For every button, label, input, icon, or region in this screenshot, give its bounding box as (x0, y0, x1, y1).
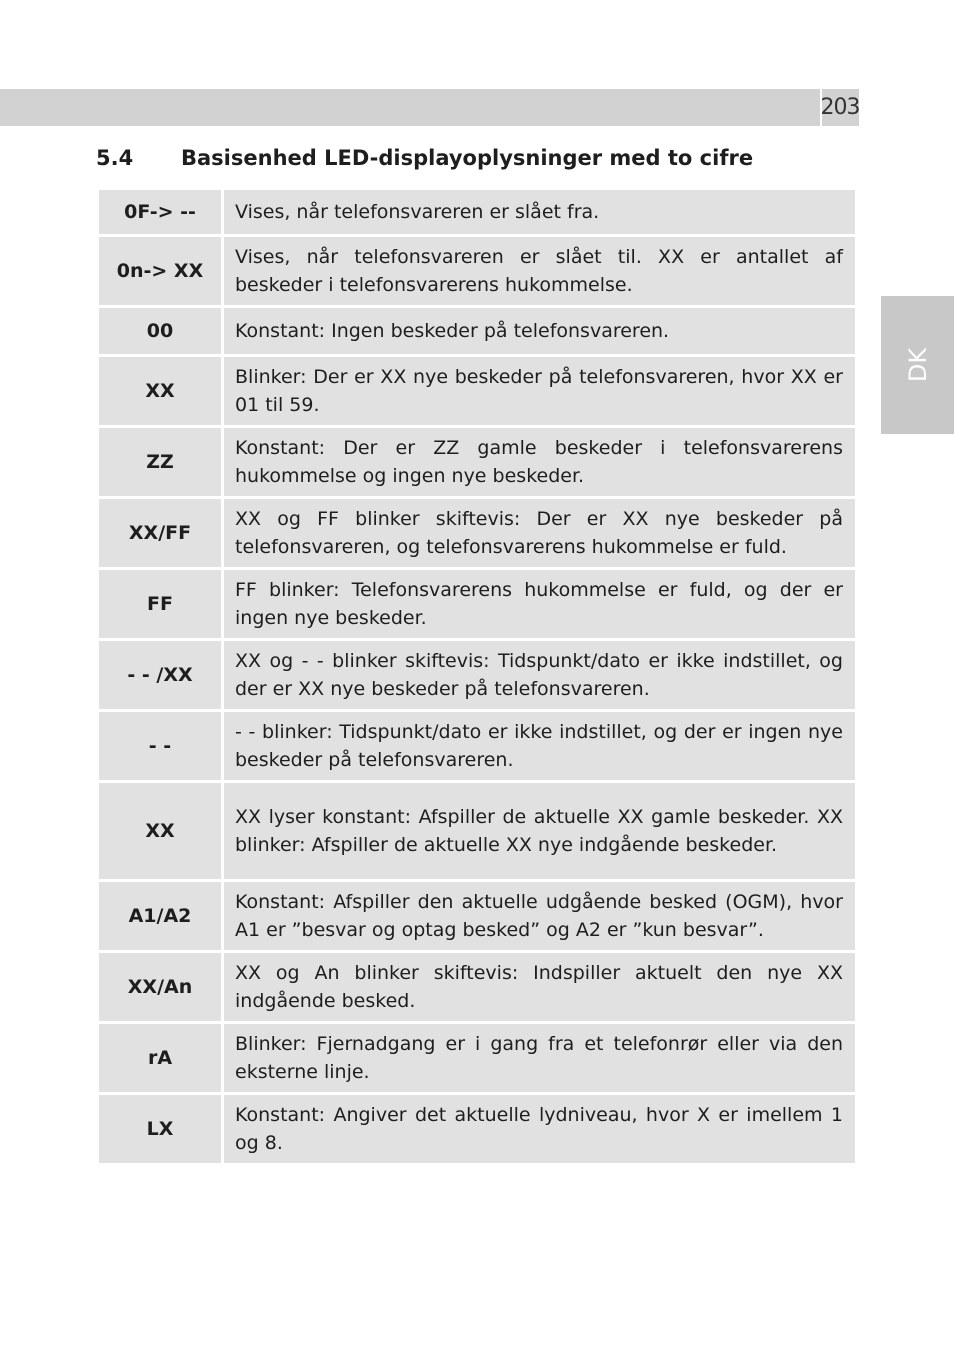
display-description: - - blinker: Tidspunkt/dato er ikke indstillet, og der er ingen nye beskeder på telefonsvareren. (224, 712, 855, 780)
display-description: Konstant: Der er ZZ gamle beskeder i telefonsvarerens hukommelse og ingen nye beskeder. (224, 428, 855, 496)
table-row (99, 570, 855, 638)
display-description: Konstant: Angiver det aktuelle lydniveau, hvor X er imellem 1 og 8. (224, 1095, 855, 1163)
display-code: - - (99, 712, 221, 780)
section-number: 5.4 (96, 146, 134, 170)
display-code: XX/An (99, 953, 221, 1021)
display-code: rA (99, 1024, 221, 1092)
section-heading (96, 146, 753, 170)
table-row (99, 237, 855, 305)
display-code: FF (99, 570, 221, 638)
display-code: XX (99, 357, 221, 425)
display-code: ZZ (99, 428, 221, 496)
language-tab (881, 296, 954, 434)
table-row (99, 308, 855, 354)
table-row (99, 357, 855, 425)
led-display-table (96, 187, 858, 1166)
table-row (99, 499, 855, 567)
display-code: XX/FF (99, 499, 221, 567)
table-row (99, 712, 855, 780)
table-row (99, 953, 855, 1021)
display-description: XX og FF blinker skiftevis: Der er XX nye beskeder på telefonsvareren, og telefonsvarerens hukommelse er fuld. (224, 499, 855, 567)
table-row (99, 1095, 855, 1163)
display-description: XX lyser konstant: Afspiller de aktuelle XX gamle beskeder. XX blinker: Afspiller de aktuelle XX nye indgående beskeder. (224, 783, 855, 879)
display-description: Vises, når telefonsvareren er slået fra. (224, 190, 855, 234)
display-code: A1/A2 (99, 882, 221, 950)
language-tab-label: DK (903, 347, 932, 383)
display-description: Vises, når telefonsvareren er slået til. XX er antallet af beskeder i telefonsvarerens hukommelse. (224, 237, 855, 305)
table-row (99, 428, 855, 496)
table-row (99, 1024, 855, 1092)
display-description: FF blinker: Telefonsvarerens hukommelse er fuld, og der er ingen nye beskeder. (224, 570, 855, 638)
display-code: 0F-> -- (99, 190, 221, 234)
display-code: XX (99, 783, 221, 879)
display-description: XX og - - blinker skiftevis: Tidspunkt/dato er ikke indstillet, og der er XX nye beskeder på telefonsvareren. (224, 641, 855, 709)
header-bar (0, 89, 820, 126)
display-description: Konstant: Afspiller den aktuelle udgående besked (OGM), hvor A1 er ”besvar og optag besked” og A2 er ”kun besvar”. (224, 882, 855, 950)
display-description: XX og An blinker skiftevis: Indspiller aktuelt den nye XX indgående besked. (224, 953, 855, 1021)
display-code: LX (99, 1095, 221, 1163)
section-title: Basisenhed LED-displayoplysninger med to cifre (181, 146, 754, 170)
table-row (99, 641, 855, 709)
table-row (99, 882, 855, 950)
display-code: 0n-> XX (99, 237, 221, 305)
table-body (99, 190, 855, 1163)
display-description: Blinker: Der er XX nye beskeder på telefonsvareren, hvor XX er 01 til 59. (224, 357, 855, 425)
display-code: - - /XX (99, 641, 221, 709)
table-row (99, 783, 855, 879)
page-number: 203 (820, 95, 860, 120)
table-row (99, 190, 855, 234)
display-description: Konstant: Ingen beskeder på telefonsvareren. (224, 308, 855, 354)
display-code: 00 (99, 308, 221, 354)
display-description: Blinker: Fjernadgang er i gang fra et telefonrør eller via den eksterne linje. (224, 1024, 855, 1092)
